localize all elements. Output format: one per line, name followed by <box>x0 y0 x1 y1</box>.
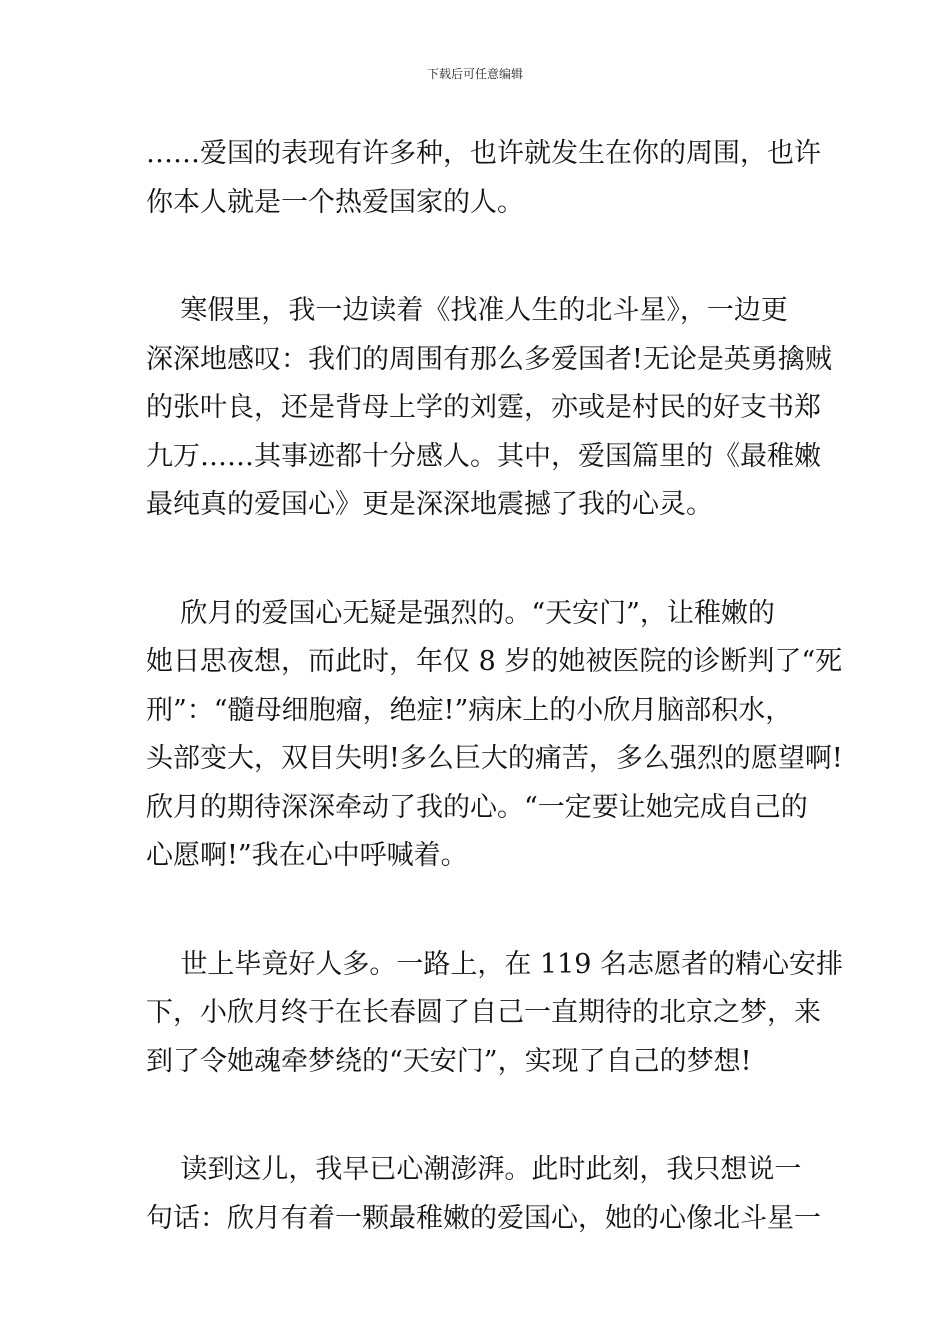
paragraph-4 <box>146 941 844 1087</box>
text-line: 读到这儿，我早已心潮澎湃。此时此刻，我只想说一 <box>146 1154 802 1185</box>
page-header: 下载后可任意编辑 <box>426 67 523 81</box>
text-line: 下，小欣月终于在长春圆了自己一直期待的北京之梦，来 <box>146 997 821 1028</box>
paragraph-spacer <box>146 227 810 287</box>
text-line: 句话：欣月有着一颗最稚嫩的爱国心，她的心像北斗星一 <box>146 1202 821 1234</box>
text-line: 寒假里，我一边读着《找准人生的北斗星》，一边更 <box>146 295 788 326</box>
text-line: 欣月的爱国心无疑是强烈的。“天安门”，让稚嫩的 <box>146 597 775 629</box>
text-line: 头部变大，双目失明!多么巨大的痛苦，多么强烈的愿望啊! <box>146 743 843 774</box>
paragraph-1 <box>146 130 821 227</box>
text-line: 深深地感叹：我们的周围有那么多爱国者!无论是英勇擒贼 <box>146 343 832 375</box>
text-line: 她日思夜想，而此时，年仅 8 岁的她被医院的诊断判了“死 <box>146 646 843 677</box>
text-line: 的张叶良，还是背母上学的刘霆，亦或是村民的好支书郑 <box>146 392 821 423</box>
paragraph-spacer <box>146 881 810 941</box>
paragraph-spacer <box>146 1086 810 1146</box>
text-line: ……爱国的表现有许多种，也许就发生在你的周围，也许 <box>146 138 821 169</box>
text-line: 九万……其事迹都十分感人。其中，爱国篇里的《最稚嫩 <box>146 440 821 472</box>
text-line: 最纯真的爱国心》更是深深地震撼了我的心灵。 <box>146 489 713 520</box>
paragraph-2 <box>146 287 832 530</box>
text-line: 刑”：“髓母细胞瘤，绝症!”病床上的小欣月脑部积水， <box>146 694 793 726</box>
paragraph-spacer <box>146 530 810 590</box>
text-line: 到了令她魂牵梦绕的“天安门”，实现了自己的梦想! <box>146 1045 752 1077</box>
text-line: 欣月的期待深深牵动了我的心。“一定要让她完成自己的 <box>146 791 808 823</box>
text-line: 心愿啊!”我在心中呼喊着。 <box>146 840 468 871</box>
paragraph-3 <box>146 590 843 881</box>
text-line: 世上毕竟好人多。一路上，在 119 名志愿者的精心安排 <box>146 948 844 980</box>
text-line: 你本人就是一个热爱国家的人。 <box>146 186 524 218</box>
paragraph-5 <box>146 1146 821 1243</box>
document-body <box>146 130 844 1243</box>
